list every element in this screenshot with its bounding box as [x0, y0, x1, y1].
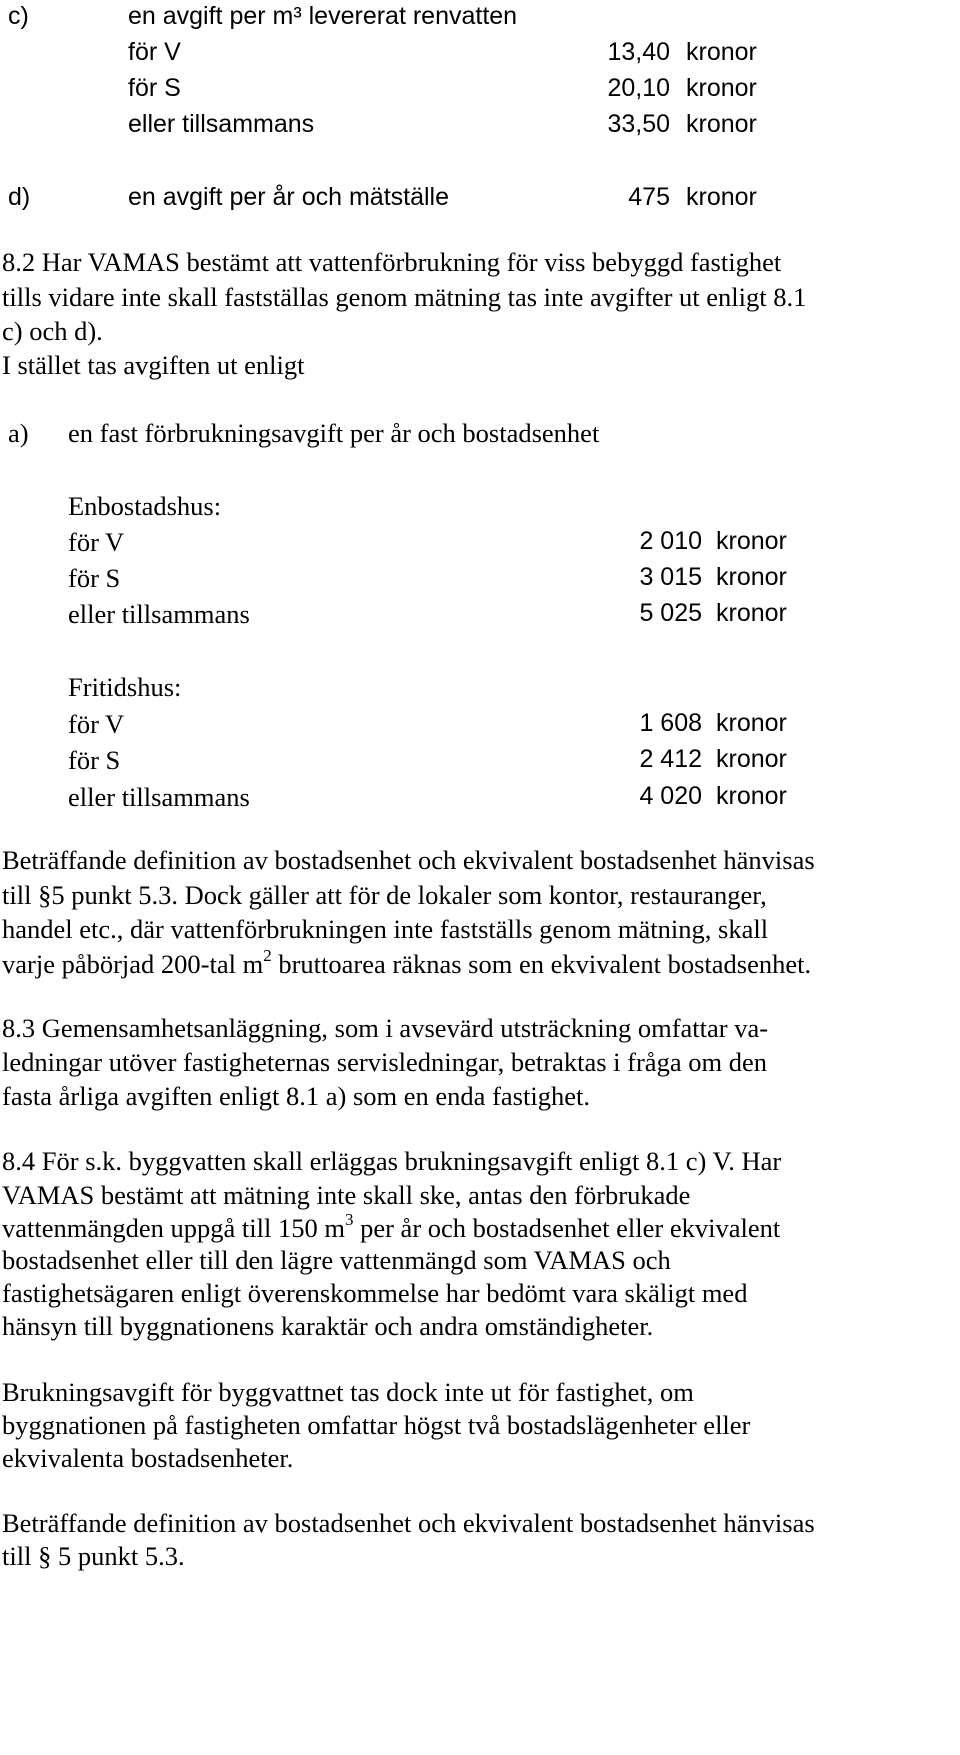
section-d-heading: en avgift per år och mätställe: [128, 183, 449, 211]
fee-row-amount: 4 020: [639, 782, 702, 810]
fee-row-amount: 13,40: [607, 38, 670, 66]
definition-paragraph-line: till §5 punkt 5.3. Dock gäller att för de lokaler som kontor, restauranger,: [2, 880, 767, 910]
fee-row-label: eller tillsammans: [68, 599, 250, 629]
definition-paragraph-line: till § 5 punkt 5.3.: [2, 1541, 185, 1571]
fee-row-unit: kronor: [716, 782, 787, 810]
fee-row-amount: 2 412: [639, 745, 702, 773]
fee-row-label: för V: [68, 527, 125, 557]
paragraph-8-2-line: I stället tas avgiften ut enligt: [2, 350, 305, 380]
paragraph-8-3-line: 8.3 Gemensamhetsanläggning, som i avsevärd utsträckning omfattar va-: [2, 1013, 769, 1043]
fee-row-amount: 33,50: [607, 110, 670, 138]
section-c-heading: en avgift per m³ levererat renvatten: [128, 2, 518, 30]
group-title: Fritidshus:: [68, 672, 182, 702]
definition-paragraph-line: handel etc., där vattenförbrukningen inte fastställs genom mätning, skall: [2, 914, 769, 944]
fee-row-label: eller tillsammans: [68, 782, 250, 812]
fee-row-unit: kronor: [686, 110, 757, 138]
section-d-marker: d): [8, 183, 31, 211]
paragraph-8-4-line: fastighetsägaren enligt överenskommelse har bedömt vara skäligt med: [2, 1278, 748, 1308]
fee-row-unit: kronor: [716, 745, 787, 773]
paragraph-8-3-line: ledningar utöver fastigheternas servisledningar, betraktas i fråga om den: [2, 1047, 767, 1077]
paragraph-8-4-line: bostadsenhet eller till den lägre vattenmängd som VAMAS och: [2, 1245, 671, 1275]
section-d-unit: kronor: [686, 183, 757, 211]
fee-row-amount: 5 025: [639, 599, 702, 627]
fee-row-amount: 3 015: [639, 563, 702, 591]
fee-row-label: eller tillsammans: [128, 110, 315, 138]
byggvatten-paragraph-line: byggnationen på fastigheten omfattar högst två bostadslägenheter eller: [2, 1410, 751, 1440]
definition-paragraph-line: varje påbörjad 200-tal $m^2$ bruttoarea räknas som en ekvivalent bostadsenhet.: [2, 946, 812, 979]
group-title: Enbostadshus:: [68, 491, 222, 521]
section-c-marker: c): [8, 2, 29, 30]
fee-row-unit: kronor: [716, 709, 787, 737]
fee-row-label: för S: [68, 563, 121, 593]
fee-row-unit: kronor: [716, 527, 787, 555]
byggvatten-paragraph-line: ekvivalenta bostadsenheter.: [2, 1443, 294, 1473]
paragraph-8-2-line: tills vidare inte skall fastställas genom mätning tas inte avgifter ut enligt 8.1: [2, 282, 807, 312]
fee-row-label: för V: [68, 709, 125, 739]
fee-row-label: för V: [128, 38, 181, 66]
section-a-marker: a): [8, 418, 29, 448]
section-d-amount: 475: [628, 183, 670, 211]
fee-row-amount: 2 010: [639, 527, 702, 555]
paragraph-8-3-line: fasta årliga avgiften enligt 8.1 a) som en enda fastighet.: [2, 1081, 590, 1111]
paragraph-8-2-line: c) och d).: [2, 316, 103, 346]
definition-paragraph-line: Beträffande definition av bostadsenhet och ekvivalent bostadsenhet hänvisas: [2, 1508, 815, 1538]
definition-paragraph-line: Beträffande definition av bostadsenhet och ekvivalent bostadsenhet hänvisas: [2, 845, 815, 875]
fee-row-label: för S: [128, 74, 181, 102]
paragraph-8-4-line: 8.4 För s.k. byggvatten skall erläggas brukningsavgift enligt 8.1 c) V. Har: [2, 1146, 782, 1176]
section-a-heading: en fast förbrukningsavgift per år och bostadsenhet: [68, 418, 600, 448]
fee-row-label: för S: [68, 745, 121, 775]
byggvatten-paragraph-line: Brukningsavgift för byggvattnet tas dock inte ut för fastighet, om: [2, 1377, 694, 1407]
paragraph-8-4-line: vattenmängden uppgå till 150 $m^3$ per år och bostadsenhet eller ekvivalent: [2, 1210, 781, 1243]
fee-row-unit: kronor: [686, 38, 757, 66]
fee-row-unit: kronor: [716, 599, 787, 627]
fee-row-unit: kronor: [686, 74, 757, 102]
fee-row-amount: 1 608: [639, 709, 702, 737]
paragraph-8-4-line: hänsyn till byggnationens karaktär och andra omständigheter.: [2, 1311, 654, 1341]
paragraph-8-2-line: 8.2 Har VAMAS bestämt att vattenförbrukning för viss bebyggd fastighet: [2, 247, 782, 277]
fee-row-unit: kronor: [716, 563, 787, 591]
paragraph-8-4-line: VAMAS bestämt att mätning inte skall ske, antas den förbrukade: [2, 1180, 691, 1210]
fee-row-amount: 20,10: [607, 74, 670, 102]
